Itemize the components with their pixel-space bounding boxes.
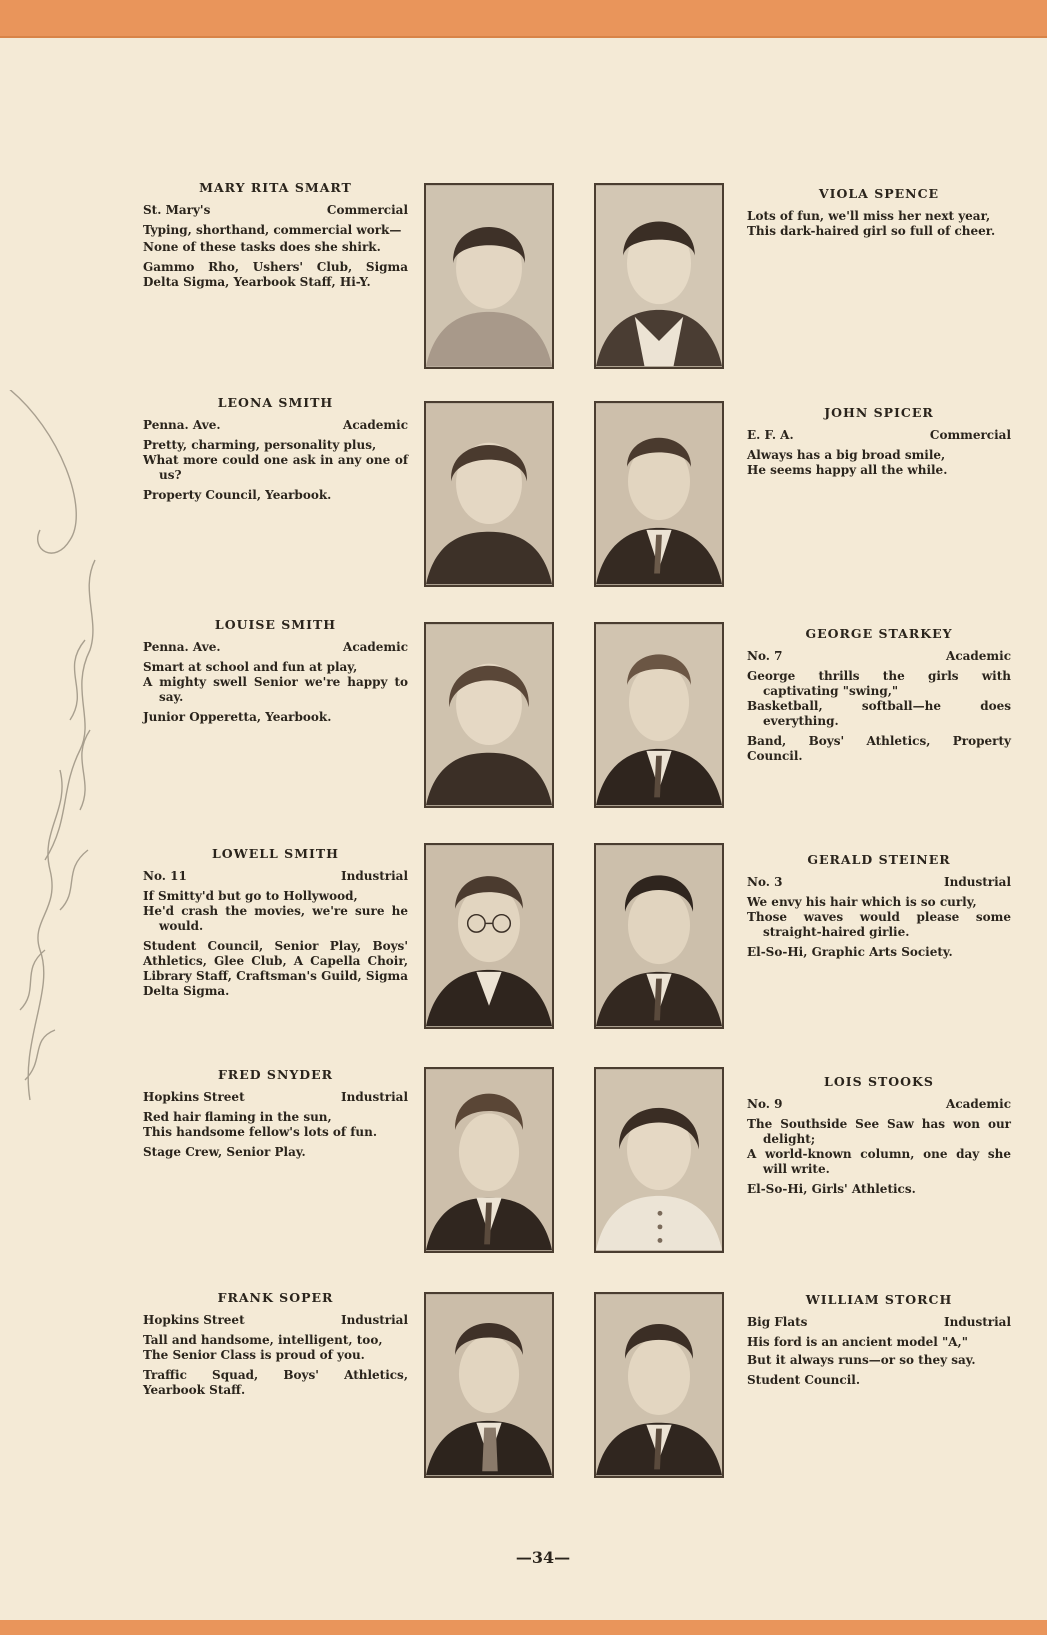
student-school: Penna. Ave. — [143, 418, 221, 432]
student-name: LOUISE SMITH — [214, 617, 337, 632]
top-orange-band — [0, 0, 1047, 38]
student-photo — [594, 1292, 724, 1478]
verse-line: A mighty swell Senior we're happy to say. — [143, 675, 408, 704]
student-photo — [594, 401, 724, 587]
student-school: No. 7 — [747, 649, 783, 663]
student-school: No. 11 — [143, 869, 187, 883]
portrait-girl — [596, 1069, 722, 1251]
student-name: GEORGE STARKEY — [805, 626, 953, 641]
student-entry — [747, 626, 1011, 764]
student-activities: Traffic Squad, Boys' Athletics, Yearbook Staff. — [143, 1368, 408, 1397]
student-photo — [594, 1067, 724, 1253]
student-name: LOWELL SMITH — [212, 846, 339, 861]
student-photo — [424, 843, 554, 1029]
student-school: Hopkins Street — [143, 1313, 245, 1327]
verse-line: Smart at school and fun at play, — [143, 660, 358, 674]
student-name: VIOLA SPENCE — [818, 186, 940, 201]
student-course: Industrial — [341, 1313, 408, 1327]
student-course: Academic — [343, 418, 408, 432]
student-activities: Property Council, Yearbook. — [143, 488, 332, 502]
verse-line: We envy his hair which is so curly, — [747, 895, 977, 909]
verse-line: A world-known column, one day she will write. — [747, 1147, 1011, 1176]
student-entry — [143, 1067, 408, 1160]
student-entry — [143, 395, 408, 503]
student-photo — [594, 183, 724, 369]
student-photo — [424, 401, 554, 587]
student-name: JOHN SPICER — [824, 405, 934, 420]
student-course: Academic — [946, 1097, 1011, 1111]
student-activities: Stage Crew, Senior Play. — [143, 1145, 306, 1159]
student-entry — [143, 846, 408, 999]
student-course: Academic — [343, 640, 408, 654]
student-activities: Band, Boys' Athletics, Property Council. — [747, 734, 1011, 763]
student-entry — [747, 405, 1011, 478]
student-entry — [143, 1290, 408, 1398]
portrait-boy — [596, 1294, 722, 1476]
student-course: Industrial — [341, 869, 408, 883]
handwritten-signature — [0, 390, 110, 1170]
student-course: Industrial — [944, 875, 1011, 889]
student-name: GERALD STEINER — [807, 852, 951, 867]
student-activities: Junior Opperetta, Yearbook. — [143, 710, 332, 724]
portrait-boy — [426, 1069, 552, 1251]
verse-line: Those waves would please some straight-haired girlie. — [747, 910, 1011, 939]
student-activities: El-So-Hi, Graphic Arts Society. — [747, 945, 953, 959]
portrait-boy — [426, 845, 552, 1027]
student-photo — [424, 183, 554, 369]
student-name: WILLIAM STORCH — [805, 1292, 953, 1307]
student-course: Commercial — [326, 203, 408, 217]
student-photo — [424, 1292, 554, 1478]
student-activities: El-So-Hi, Girls' Athletics. — [747, 1182, 916, 1196]
student-school: No. 9 — [747, 1097, 783, 1111]
student-activities: Student Council, Senior Play, Boys' Athletics, Glee Club, A Capella Choir, Library Staff, Craftsman's Guild, Sigma Delta Sigma. — [143, 939, 408, 998]
portrait-girl — [426, 403, 552, 585]
verse-line: He'd crash the movies, we're sure he would. — [143, 904, 408, 933]
verse-line: Typing, shorthand, commercial work— — [143, 223, 402, 237]
student-name: MARY RITA SMART — [199, 180, 352, 195]
student-school: Big Flats — [747, 1315, 808, 1329]
student-activities: Gammo Rho, Ushers' Club, Sigma Delta Sigma, Yearbook Staff, Hi-Y. — [143, 260, 408, 289]
student-course: Industrial — [944, 1315, 1011, 1329]
verse-line: None of these tasks does she shirk. — [143, 240, 381, 254]
student-school: Penna. Ave. — [143, 640, 221, 654]
student-school: No. 3 — [747, 875, 783, 889]
portrait-girl — [426, 624, 552, 806]
student-name: FRED SNYDER — [217, 1067, 334, 1082]
student-photo — [594, 843, 724, 1029]
portrait-boy — [596, 845, 722, 1027]
student-entry — [747, 1292, 1011, 1388]
student-photo — [424, 1067, 554, 1253]
student-course: Academic — [946, 649, 1011, 663]
student-photo — [424, 622, 554, 808]
verse-line: George thrills the girls with captivating "swing," — [747, 669, 1011, 698]
portrait-boy — [426, 1294, 552, 1476]
student-school: E. F. A. — [747, 428, 794, 442]
portrait-boy — [596, 403, 722, 585]
student-name: FRANK SOPER — [217, 1290, 334, 1305]
verse-line: The Southside See Saw has won our delight; — [747, 1117, 1011, 1146]
verse-line: Basketball, softball—he does everything. — [747, 699, 1011, 728]
verse-line: Red hair flaming in the sun, — [143, 1110, 332, 1124]
portrait-girl — [426, 185, 552, 367]
verse-line: Pretty, charming, personality plus, — [143, 438, 377, 452]
verse-line: Tall and handsome, intelligent, too, — [143, 1333, 383, 1347]
student-course: Industrial — [341, 1090, 408, 1104]
student-entry — [143, 180, 408, 290]
student-entry — [747, 1074, 1011, 1197]
student-entry — [747, 852, 1011, 960]
verse-line: What more could one ask in any one of us? — [143, 453, 408, 482]
verse-line: If Smitty'd but go to Hollywood, — [143, 889, 358, 903]
student-photo — [594, 622, 724, 808]
student-entry — [143, 617, 408, 725]
verse-line: This dark-haired girl so full of cheer. — [747, 224, 996, 238]
verse-line: The Senior Class is proud of you. — [143, 1348, 365, 1362]
portrait-boy — [596, 624, 722, 806]
student-course: Commercial — [929, 428, 1011, 442]
student-name: LOIS STOOKS — [824, 1074, 934, 1089]
page-number: —34— — [515, 1548, 571, 1567]
student-activities: Student Council. — [747, 1373, 861, 1387]
verse-line: But it always runs—or so they say. — [747, 1353, 976, 1367]
student-school: Hopkins Street — [143, 1090, 245, 1104]
student-name: LEONA SMITH — [217, 395, 334, 410]
portrait-girl — [596, 185, 722, 367]
verse-line: He seems happy all the while. — [747, 463, 948, 477]
verse-line: Always has a big broad smile, — [747, 448, 946, 462]
student-entry — [747, 186, 1011, 239]
student-school: St. Mary's — [143, 203, 211, 217]
verse-line: Lots of fun, we'll miss her next year, — [747, 209, 991, 223]
verse-line: This handsome fellow's lots of fun. — [143, 1125, 378, 1139]
bottom-orange-band — [0, 1620, 1047, 1635]
verse-line: His ford is an ancient model "A," — [747, 1335, 968, 1349]
